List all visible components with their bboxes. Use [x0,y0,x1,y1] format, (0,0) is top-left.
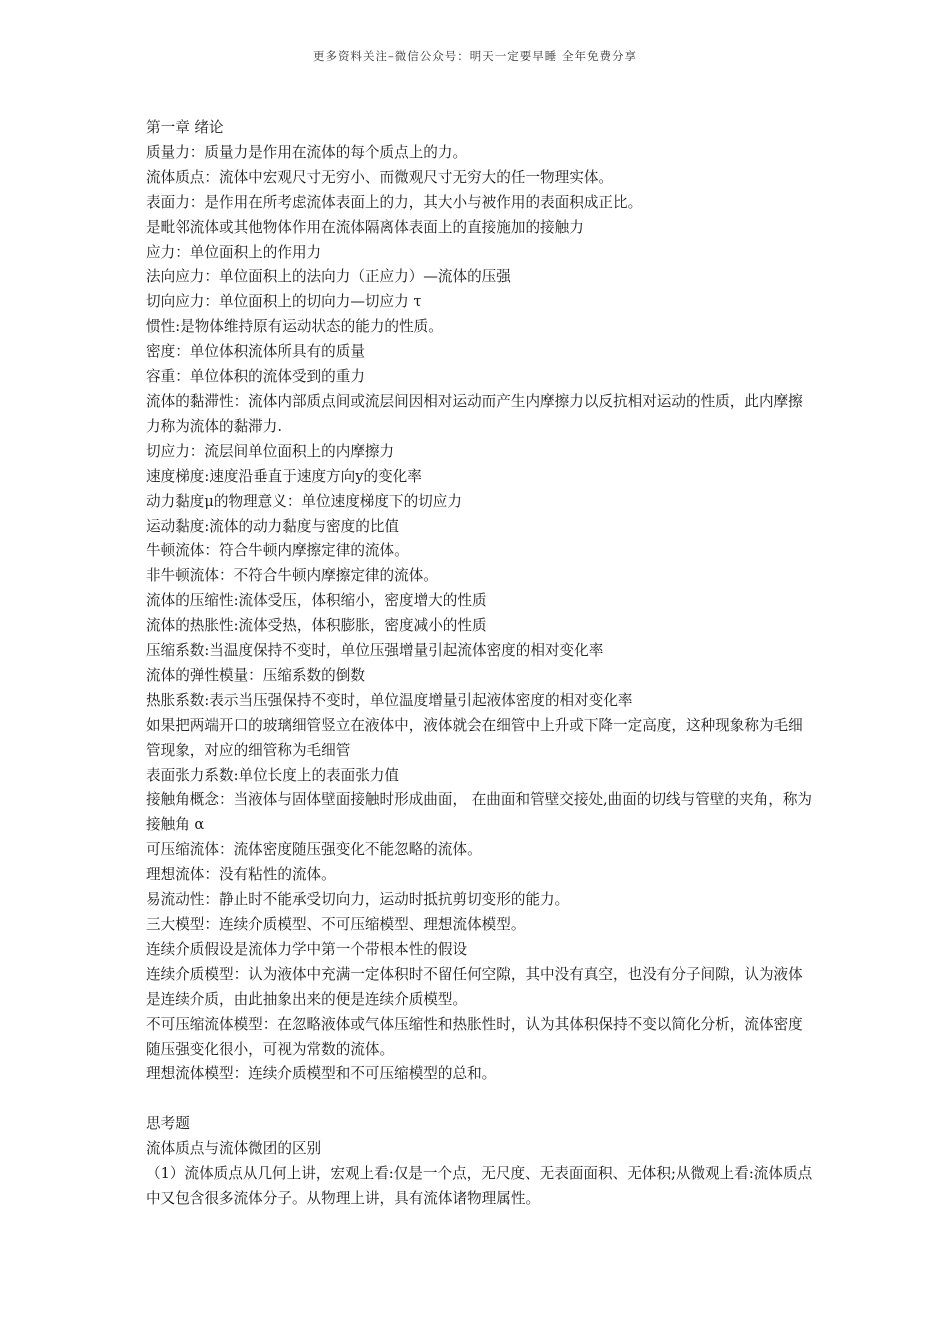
text-line: 三大模型：连续介质模型、不可压缩模型、理想流体模型。 [146,916,526,933]
text-line: 流体质点：流体中宏观尺寸无穷小、而微观尺寸无穷大的任一物理实体。 [146,168,614,186]
text-line: 流体的弹性模量：压缩系数的倒数 [146,666,365,684]
text-line: 表面力：是作用在所考虑流体表面上的力，其大小与被作用的表面积成正比。 [146,193,643,211]
text-line: 惯性:是物体维持原有运动状态的能力的性质。 [146,318,443,336]
text-line: 容重：单位体积的流体受到的重力 [146,368,365,386]
text-paragraph: 不可压缩流体模型：在忽略液体或气体压缩性和热胀性时，认为其体积保持不变以简化分析，流体密度随压强变化很小，可视为常数的流体。 [146,1015,803,1058]
text-line: 压缩系数:当温度保持不变时，单位压强增量引起流体密度的相对变化率 [146,642,604,660]
text-line: 流体的热胀性:流体受热，体积膨胀，密度减小的性质 [146,617,487,635]
chapter-title: 第一章 绪论 [146,119,224,136]
text-paragraph: 如果把两端开口的玻璃细管竖立在液体中，液体就会在细管中上升或下降一定高度，这种现象称为毛细管现象，对应的细管称为毛细管 [146,716,803,759]
text-line: 密度：单位体积流体所具有的质量 [146,343,365,361]
text-line: 切应力：流层间单位面积上的内摩擦力 [146,442,395,460]
page-header: 更多资料关注–微信公众号：明天一定要早睡 全年免费分享 [313,49,637,63]
text-line: 动力黏度μ的物理意义：单位速度梯度下的切应力 [146,492,462,510]
text-line: 理想流体模型：连续介质模型和不可压缩模型的总和。 [146,1065,497,1083]
paragraph-spacer [146,1087,814,1112]
text-line: 表面张力系数:单位长度上的表面张力值 [146,766,400,784]
text-line: 流体的压缩性:流体受压，体积缩小，密度增大的性质 [146,592,487,610]
text-paragraph: 接触角概念：当液体与固体壁面接触时形成曲面， 在曲面和管壁交接处,曲面的切线与管壁的夹角，称为接触角 α [146,791,813,834]
text-line: 连续介质假设是流体力学中第一个带根本性的假设 [146,940,468,958]
question-title: 流体质点与流体微团的区别 [146,1140,322,1158]
text-line: 应力：单位面积上的作用力 [146,243,322,261]
text-line: 速度梯度:速度沿垂直于速度方向y的变化率 [146,467,422,485]
text-line: 运动黏度:流体的动力黏度与密度的比值 [146,517,400,535]
text-line: 质量力：质量力是作用在流体的每个质点上的力。 [146,143,468,161]
text-paragraph: 连续介质模型：认为液体中充满一定体积时不留任何空隙，其中没有真空，也没有分子间隙，认为液体是连续介质，由此抽象出来的便是连续介质模型。 [146,965,803,1008]
text-line: 热胀系数:表示当压强保持不变时，单位温度增量引起液体密度的相对变化率 [146,691,633,709]
document-body [146,116,814,1212]
text-line: 非牛顿流体：不符合牛顿内摩擦定律的流体。 [146,567,438,585]
text-line: 切向应力：单位面积上的切向力—切应力 τ [146,293,422,311]
text-line: 理想流体：没有粘性的流体。 [146,866,336,884]
text-paragraph: 流体的黏滞性：流体内部质点间或流层间因相对运动而产生内摩擦力以反抗相对运动的性质，此内摩擦力称为流体的黏滞力. [146,392,803,435]
text-line: 易流动性：静止时不能承受切向力，运动时抵抗剪切变形的能力。 [146,891,570,909]
section-title: 思考题 [146,1115,190,1133]
text-line: 可压缩流体：流体密度随压强变化不能忽略的流体。 [146,841,482,859]
text-line: 法向应力：单位面积上的法向力（正应力）—流体的压强 [146,268,511,286]
text-line: 是毗邻流体或其他物体作用在流体隔离体表面上的直接施加的接触力 [146,218,584,236]
text-line: 牛顿流体：符合牛顿内摩擦定律的流体。 [146,542,409,560]
answer-paragraph: （1）流体质点从几何上讲，宏观上看:仅是一个点，无尺度、无表面面积、无体积;从微观上看:流体质点中又包含很多流体分子。从物理上讲，具有流体诸物理属性。 [146,1165,813,1207]
